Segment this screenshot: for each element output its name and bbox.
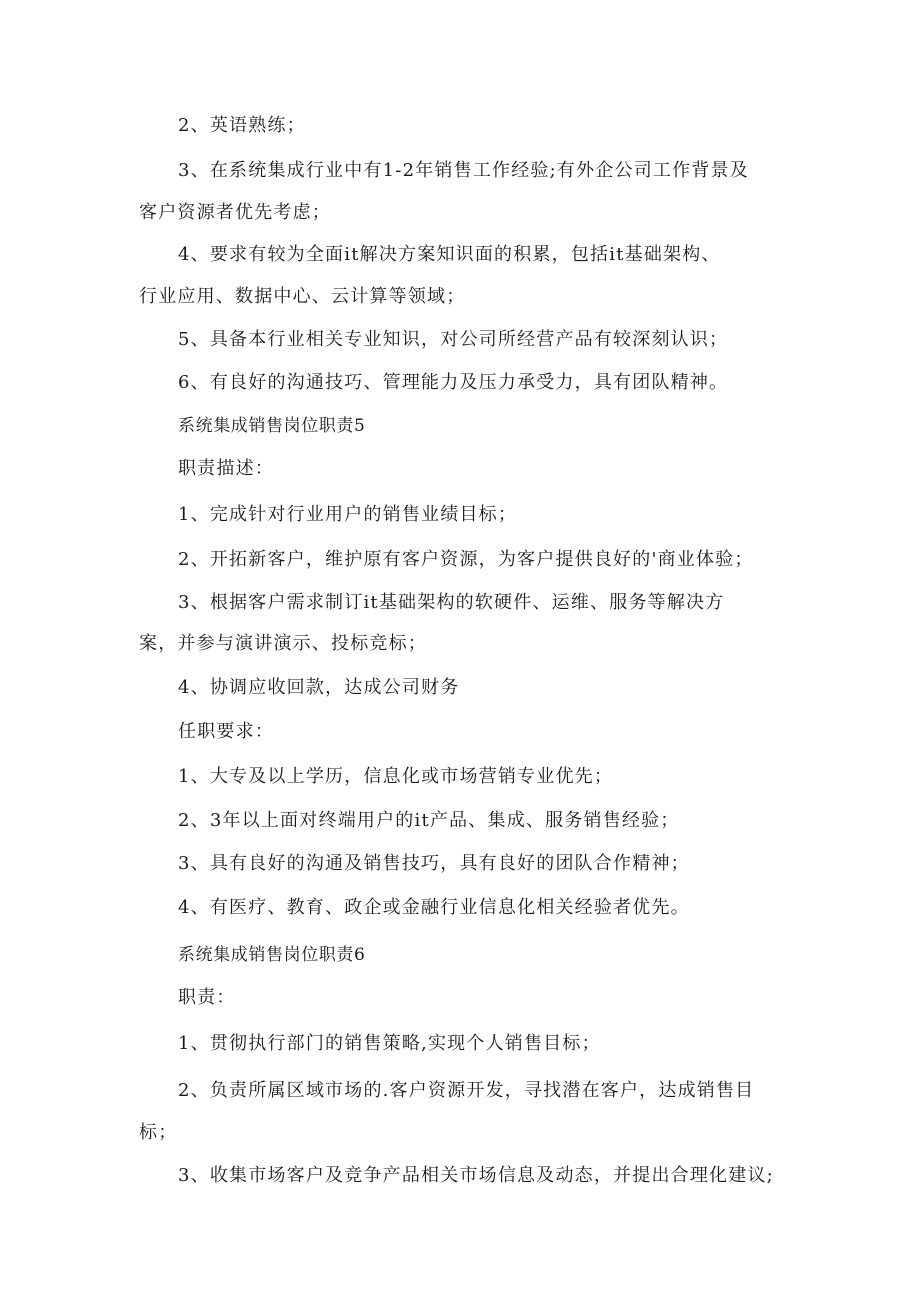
section-5-duty-3-line-2: 案，并参与演讲演示、投标竞标； bbox=[139, 633, 427, 654]
requirement-item-4-line-2: 行业应用、数据中心、云计算等领域； bbox=[139, 286, 466, 307]
section-6-duty-1: 1、贯彻执行部门的销售策略,实现个人销售目标； bbox=[178, 1033, 601, 1054]
section-5-requirement-2: 2、3年以上面对终端用户的it产品、集成、服务销售经验； bbox=[178, 810, 680, 831]
section-6-duties-label: 职责： bbox=[178, 987, 236, 1008]
section-5-requirements-label: 任职要求： bbox=[178, 721, 274, 742]
section-5-duty-4: 4、协调应收回款，达成公司财务 bbox=[178, 677, 460, 698]
section-title-6: 系统集成销售岗位职责6 bbox=[178, 945, 366, 965]
requirement-item-2: 2、英语熟练； bbox=[178, 115, 306, 136]
section-5-duties-label: 职责描述： bbox=[178, 458, 274, 479]
requirement-item-3-line-1: 3、在系统集成行业中有1-2年销售工作经验;有外企公司工作背景及 bbox=[178, 160, 749, 181]
requirement-item-6: 6、有良好的沟通技巧、管理能力及压力承受力，具有团队精神。 bbox=[178, 372, 729, 393]
requirement-item-5: 5、具备本行业相关专业知识，对公司所经营产品有较深刻认识； bbox=[178, 329, 729, 350]
section-5-duty-3-line-1: 3、根据客户需求制订it基础架构的软硬件、运维、服务等解决方 bbox=[178, 592, 725, 613]
section-5-requirement-3: 3、具有良好的沟通及销售技巧，具有良好的团队合作精神； bbox=[178, 853, 690, 874]
section-6-duty-2-line-1: 2、负责所属区域市场的.客户资源开发，寻找潜在客户，达成销售目 bbox=[178, 1080, 755, 1101]
section-5-requirement-4: 4、有医疗、教育、政企或金融行业信息化相关经验者优先。 bbox=[178, 897, 690, 918]
section-6-duty-3: 3、收集市场客户及竞争产品相关市场信息及动态，并提出合理化建议; bbox=[178, 1165, 774, 1186]
requirement-item-3-line-2: 客户资源者优先考虑； bbox=[139, 202, 331, 223]
requirement-item-4-line-1: 4、要求有较为全面it解决方案知识面的积累，包括it基础架构、 bbox=[178, 244, 721, 265]
section-6-duty-2-line-2: 标； bbox=[139, 1122, 178, 1143]
section-5-duty-1: 1、完成针对行业用户的销售业绩目标； bbox=[178, 504, 518, 525]
section-title-5: 系统集成销售岗位职责5 bbox=[178, 416, 366, 436]
section-5-duty-2: 2、开拓新客户，维护原有客户资源，为客户提供良好的'商业体验； bbox=[178, 549, 754, 570]
section-5-requirement-1: 1、大专及以上学历，信息化或市场营销专业优先； bbox=[178, 766, 614, 787]
